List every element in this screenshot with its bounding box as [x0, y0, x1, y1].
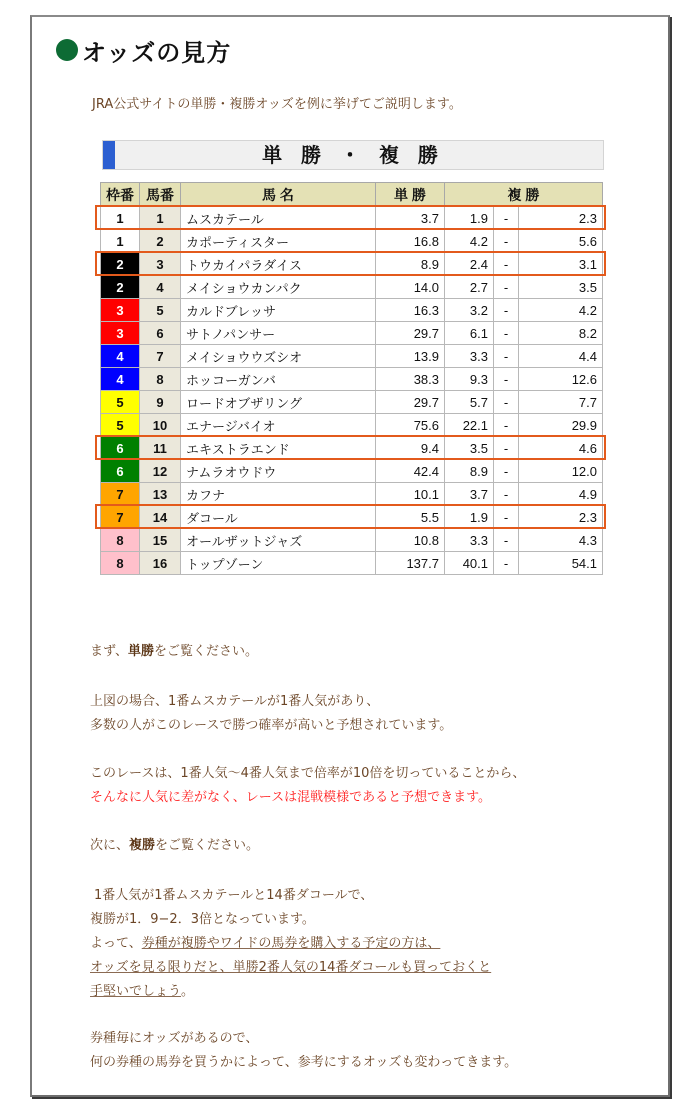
table-row	[101, 437, 603, 460]
waku-cell: 2	[101, 253, 140, 276]
table-row	[101, 414, 603, 437]
place-min-cell: 40.1	[445, 552, 494, 575]
place-max-cell: 7.7	[519, 391, 603, 414]
place-separator: -	[494, 368, 519, 391]
table-row	[101, 483, 603, 506]
win-odds-cell: 16.8	[376, 230, 445, 253]
horse-name-cell: オールザットジャズ	[181, 529, 376, 552]
place-min-cell: 3.3	[445, 345, 494, 368]
section-heading	[56, 33, 231, 67]
place-max-cell: 12.0	[519, 460, 603, 483]
win-odds-cell: 38.3	[376, 368, 445, 391]
paragraph-favorite	[90, 690, 452, 738]
horse-number-cell: 5	[140, 299, 181, 322]
table-row	[101, 230, 603, 253]
horse-number-cell: 7	[140, 345, 181, 368]
col-header-place: 複 勝	[445, 183, 603, 207]
place-separator: -	[494, 529, 519, 552]
waku-cell: 4	[101, 368, 140, 391]
text-line	[90, 980, 491, 1004]
section-title: オッズの見方	[82, 38, 232, 67]
place-separator: -	[494, 322, 519, 345]
place-max-cell: 4.6	[519, 437, 603, 460]
win-odds-cell: 9.4	[376, 437, 445, 460]
horse-name-cell: メイショウカンパク	[181, 276, 376, 299]
text-line: 多数の人がこのレースで勝つ確率が高いと予想されています。	[90, 718, 453, 733]
waku-cell: 3	[101, 322, 140, 345]
waku-cell: 4	[101, 345, 140, 368]
horse-number-cell: 15	[140, 529, 181, 552]
horse-name-cell: サトノパンサー	[181, 322, 376, 345]
col-header-waku: 枠番	[101, 183, 140, 207]
table-row	[101, 506, 603, 529]
horse-number-cell: 16	[140, 552, 181, 575]
text: をご覧ください。	[153, 644, 258, 659]
odds-table-title-text: 単 勝 ・ 複 勝	[262, 143, 444, 167]
table-row	[101, 276, 603, 299]
intro-text: JRA公式サイトの単勝・複勝オッズを例に挙げてご説明します。	[92, 97, 462, 112]
text-line: 上図の場合、1番ムスカテールが1番人気があり、	[90, 694, 380, 709]
place-max-cell: 4.2	[519, 299, 603, 322]
place-separator: -	[494, 460, 519, 483]
col-header-horse-name: 馬 名	[181, 183, 376, 207]
place-separator: -	[494, 299, 519, 322]
waku-cell: 3	[101, 299, 140, 322]
horse-name-cell: カポーティスター	[181, 230, 376, 253]
horse-name-cell: トウカイパラダイス	[181, 253, 376, 276]
win-odds-cell: 29.7	[376, 391, 445, 414]
place-max-cell: 4.3	[519, 529, 603, 552]
table-row	[101, 460, 603, 483]
col-header-win: 単 勝	[376, 183, 445, 207]
win-odds-cell: 42.4	[376, 460, 445, 483]
win-odds-cell: 3.7	[376, 207, 445, 230]
waku-cell: 5	[101, 391, 140, 414]
win-odds-cell: 16.3	[376, 299, 445, 322]
place-max-cell: 5.6	[519, 230, 603, 253]
bold-keyword-place: 複勝	[129, 838, 156, 853]
place-min-cell: 3.3	[445, 529, 494, 552]
win-odds-cell: 5.5	[376, 506, 445, 529]
horse-name-cell: ダコール	[181, 506, 376, 529]
waku-cell: 6	[101, 460, 140, 483]
horse-number-cell: 1	[140, 207, 181, 230]
place-max-cell: 2.3	[519, 506, 603, 529]
waku-cell: 2	[101, 276, 140, 299]
odds-table	[100, 182, 603, 575]
col-header-umaban: 馬番	[140, 183, 181, 207]
horse-number-cell: 14	[140, 506, 181, 529]
paragraph-place-detail	[90, 884, 491, 1004]
red-emphasis-line: そんなに人気に差がなく、レースは混戦模様であると予想できます。	[90, 790, 492, 805]
win-odds-cell: 75.6	[376, 414, 445, 437]
horse-number-cell: 13	[140, 483, 181, 506]
place-max-cell: 4.4	[519, 345, 603, 368]
waku-cell: 7	[101, 483, 140, 506]
horse-number-cell: 2	[140, 230, 181, 253]
horse-name-cell: メイショウウズシオ	[181, 345, 376, 368]
place-min-cell: 2.4	[445, 253, 494, 276]
place-separator: -	[494, 207, 519, 230]
place-separator: -	[494, 230, 519, 253]
horse-number-cell: 3	[140, 253, 181, 276]
place-min-cell: 2.7	[445, 276, 494, 299]
paragraph-win	[90, 640, 258, 664]
horse-name-cell: トップゾーン	[181, 552, 376, 575]
waku-cell: 1	[101, 207, 140, 230]
text-line: 券種毎にオッズがあるので、	[90, 1031, 259, 1046]
bold-keyword-win: 単勝	[127, 644, 154, 659]
place-min-cell: 6.1	[445, 322, 494, 345]
place-max-cell: 4.9	[519, 483, 603, 506]
waku-cell: 8	[101, 552, 140, 575]
paragraph-close-race	[90, 762, 525, 810]
table-row	[101, 207, 603, 230]
place-min-cell: 3.7	[445, 483, 494, 506]
place-max-cell: 29.9	[519, 414, 603, 437]
place-separator: -	[494, 345, 519, 368]
horse-number-cell: 8	[140, 368, 181, 391]
table-row	[101, 345, 603, 368]
place-separator: -	[494, 253, 519, 276]
text-line	[90, 932, 491, 956]
place-separator: -	[494, 552, 519, 575]
underlined-advice: オッズを見る限りだと、単勝2番人気の14番ダコールも買っておくと	[90, 960, 492, 975]
underlined-advice: 手堅いでしょう	[90, 984, 182, 999]
table-header-row	[101, 183, 603, 207]
odds-table-title	[102, 140, 604, 170]
horse-name-cell: カルドブレッサ	[181, 299, 376, 322]
table-row	[101, 253, 603, 276]
place-max-cell: 2.3	[519, 207, 603, 230]
text-line: 複勝が1．9−2．3倍となっています。	[90, 912, 315, 927]
place-separator: -	[494, 483, 519, 506]
text: 。	[181, 984, 195, 999]
horse-name-cell: カフナ	[181, 483, 376, 506]
table-row	[101, 529, 603, 552]
article-frame	[30, 15, 670, 1097]
place-min-cell: 4.2	[445, 230, 494, 253]
text: 次に、	[90, 838, 130, 853]
place-separator: -	[494, 276, 519, 299]
waku-cell: 7	[101, 506, 140, 529]
table-row	[101, 299, 603, 322]
waku-cell: 8	[101, 529, 140, 552]
place-min-cell: 3.5	[445, 437, 494, 460]
table-row	[101, 322, 603, 345]
horse-name-cell: エキストラエンド	[181, 437, 376, 460]
horse-number-cell: 6	[140, 322, 181, 345]
win-odds-cell: 14.0	[376, 276, 445, 299]
place-min-cell: 9.3	[445, 368, 494, 391]
place-min-cell: 8.9	[445, 460, 494, 483]
table-row	[101, 552, 603, 575]
text: をご覧ください。	[155, 838, 260, 853]
place-max-cell: 12.6	[519, 368, 603, 391]
win-odds-cell: 10.1	[376, 483, 445, 506]
table-row	[101, 391, 603, 414]
text: よって、	[90, 936, 142, 951]
paragraph-place	[90, 834, 259, 858]
horse-number-cell: 12	[140, 460, 181, 483]
text-line: 1番人気が1番ムスカテールと14番ダコールで、	[94, 888, 374, 903]
horse-name-cell: エナージバイオ	[181, 414, 376, 437]
paragraph-summary	[90, 1027, 517, 1075]
text-line: 何の券種の馬券を買うかによって、参考にするオッズも変わってきます。	[90, 1055, 518, 1070]
waku-cell: 6	[101, 437, 140, 460]
table-row	[101, 368, 603, 391]
green-bullet-icon	[56, 39, 78, 61]
place-max-cell: 3.1	[519, 253, 603, 276]
place-separator: -	[494, 437, 519, 460]
horse-number-cell: 4	[140, 276, 181, 299]
text-line: このレースは、1番人気～4番人気まで倍率が10倍を切っていることから、	[90, 766, 526, 781]
horse-name-cell: ホッコーガンバ	[181, 368, 376, 391]
place-max-cell: 8.2	[519, 322, 603, 345]
text: まず、	[90, 644, 128, 659]
place-min-cell: 1.9	[445, 207, 494, 230]
win-odds-cell: 29.7	[376, 322, 445, 345]
win-odds-cell: 13.9	[376, 345, 445, 368]
place-max-cell: 54.1	[519, 552, 603, 575]
horse-number-cell: 10	[140, 414, 181, 437]
waku-cell: 5	[101, 414, 140, 437]
horse-name-cell: ムスカテール	[181, 207, 376, 230]
win-odds-cell: 8.9	[376, 253, 445, 276]
place-max-cell: 3.5	[519, 276, 603, 299]
place-separator: -	[494, 414, 519, 437]
horse-name-cell: ナムラオウドウ	[181, 460, 376, 483]
place-min-cell: 5.7	[445, 391, 494, 414]
place-min-cell: 3.2	[445, 299, 494, 322]
place-separator: -	[494, 506, 519, 529]
underlined-advice: 券種が複勝やワイドの馬券を購入する予定の方は、	[141, 936, 441, 951]
win-odds-cell: 137.7	[376, 552, 445, 575]
horse-number-cell: 11	[140, 437, 181, 460]
place-min-cell: 1.9	[445, 506, 494, 529]
waku-cell: 1	[101, 230, 140, 253]
horse-number-cell: 9	[140, 391, 181, 414]
place-separator: -	[494, 391, 519, 414]
win-odds-cell: 10.8	[376, 529, 445, 552]
horse-name-cell: ロードオブザリング	[181, 391, 376, 414]
place-min-cell: 22.1	[445, 414, 494, 437]
